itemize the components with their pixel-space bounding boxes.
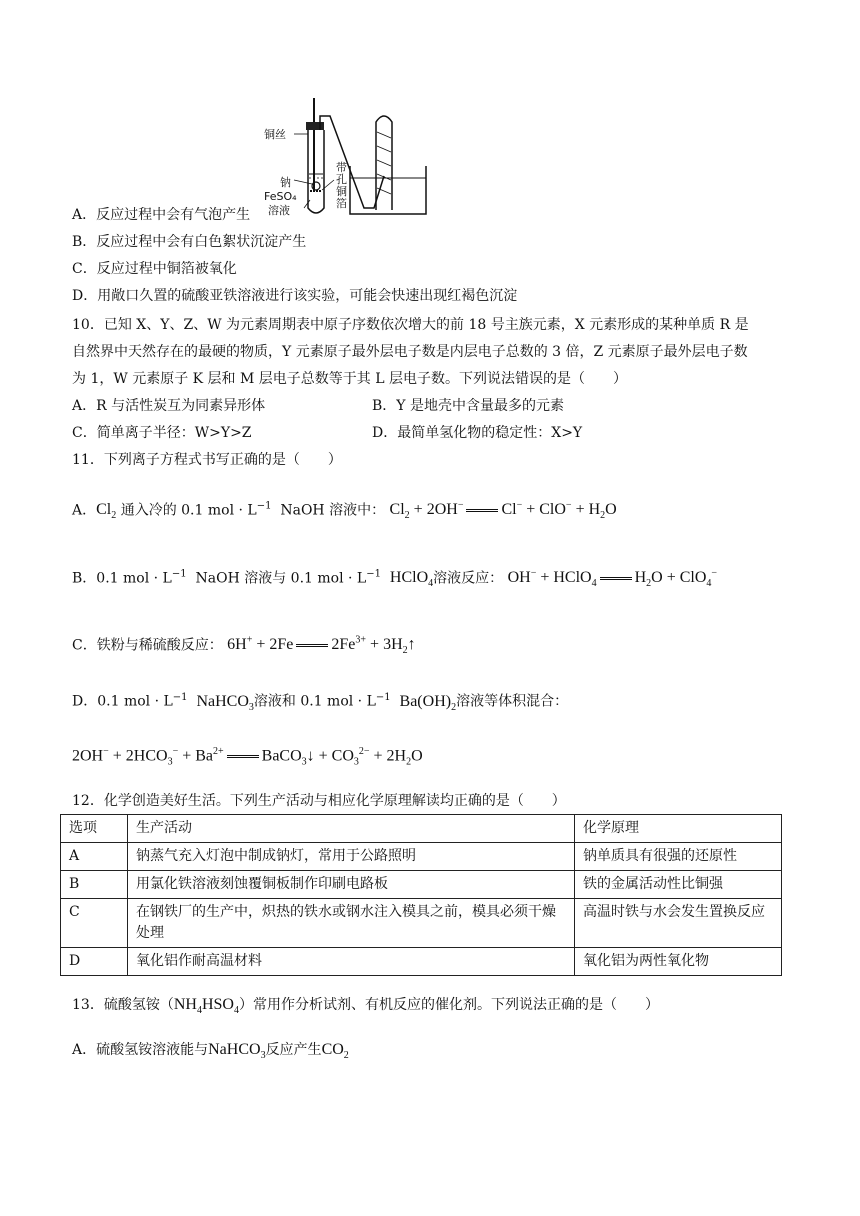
table-cell: A — [61, 843, 128, 871]
q10-option-b: B．Y 是地壳中含量最多的元素 — [372, 398, 564, 414]
table-cell: 钠蒸气充入灯泡中制成钠灯，常用于公路照明 — [128, 843, 575, 871]
label-copper-wire: 铜丝 — [264, 128, 286, 141]
table-cell: 铁的金属活动性比铜强 — [575, 871, 782, 899]
table-header-row — [61, 815, 782, 843]
table-cell: D — [61, 948, 128, 976]
q10-option-c: C．简单离子半径：W>Y>Z — [72, 425, 252, 441]
q11-option-a: A．$Cl_2$ 通入冷的 0.1 mol · $L^{-1}$ NaOH 溶液中： $Cl_2 + 2OH^-$ $Cl^- + ClO^- + H_2O$ — [72, 500, 617, 522]
label-sodium: 钠 — [280, 176, 291, 189]
label-solution: 溶液 — [268, 204, 290, 217]
table-cell: B — [61, 871, 128, 899]
col-header-principle: 化学原理 — [575, 815, 782, 843]
table-row — [61, 843, 782, 871]
table-cell: 高温时铁与水会发生置换反应 — [575, 899, 782, 948]
apparatus-diagram — [264, 96, 434, 220]
table-cell: 在钢铁厂的生产中，炽热的铁水或钢水注入模具之前，模具必须干燥处理 — [128, 899, 575, 948]
q11-option-d-equation: $2OH^- + 2HCO_3^- + Ba^{2+}$ BaCO$_3$↓ + $CO_3^{2-} + 2H_2O$ — [72, 746, 423, 768]
q10-option-a: A．R 与活性炭互为同素异形体 — [72, 398, 266, 414]
col-header-activity: 生产活动 — [128, 815, 575, 843]
q9-option-b: B．反应过程中会有白色絮状沉淀产生 — [72, 234, 307, 250]
table-row — [61, 871, 782, 899]
q10-option-d: D．最简单氢化物的稳定性：X>Y — [372, 425, 583, 441]
label-foil: 带孔铜箔 — [336, 161, 347, 210]
table-cell: C — [61, 899, 128, 948]
col-header-option: 选项 — [61, 815, 128, 843]
table-cell: 钠单质具有很强的还原性 — [575, 843, 782, 871]
q11-stem: 11．下列离子方程式书写正确的是（ ） — [72, 452, 342, 468]
q13-stem: 13．硫酸氢铵$(NH_4HSO_4)$常用作分析试剂、有机反应的催化剂。下列说法正确的是（ ） — [72, 996, 659, 1017]
q9-option-d: D．用敞口久置的硫酸亚铁溶液进行该实验，可能会快速出现红褐色沉淀 — [72, 288, 518, 304]
q9-option-a: A．反应过程中会有气泡产生 — [72, 207, 251, 223]
q11-option-b: B．0.1 mol · $L^{-1}$ NaOH 溶液与 0.1 mol · $L^{-1}$ HClO$_4$溶液反应： OH− + HClO$_4$ $H_2O + ClO_4^-$ — [72, 568, 718, 590]
table-row — [61, 899, 782, 948]
table-cell: 氧化铝为两性氧化物 — [575, 948, 782, 976]
q12-table — [60, 814, 782, 976]
q10-stem-line-2: 自然界中天然存在的最硬的物质，Y 元素原子最外层电子数是内层电子总数的 3 倍，Z 元素原子最外层电子数 — [72, 344, 748, 360]
table-cell: 氧化铝作耐高温材料 — [128, 948, 575, 976]
table-cell: 用氯化铁溶液刻蚀覆铜板制作印刷电路板 — [128, 871, 575, 899]
q13-option-a: A．硫酸氢铵溶液能与NaHCO$_3$反应产生$CO_2$ — [72, 1041, 349, 1062]
label-feso4: FeSO₄ — [264, 190, 297, 203]
q11-option-c: C．铁粉与稀硫酸反应： 6H+ + 2Fe $2Fe^{3+}$ + $3H_2↑$ — [72, 635, 416, 657]
q9-option-c: C．反应过程中铜箔被氧化 — [72, 261, 237, 277]
q12-stem: 12．化学创造美好生活。下列生产活动与相应化学原理解读均正确的是（ ） — [72, 793, 566, 809]
apparatus-figure — [264, 96, 434, 220]
table-row — [61, 948, 782, 976]
q10-stem-line-3: 为 1，W 元素原子 K 层和 M 层电子总数等于其 L 层电子数。下列说法错误的是（ ） — [72, 371, 627, 387]
q10-stem-line-1: 10．已知 X、Y、Z、W 为元素周期表中原子序数依次增大的前 18 号主族元素，X 元素形成的某种单质 R 是 — [72, 317, 749, 333]
q11-option-d: D．0.1 mol · $L^{-1}$ NaHCO$_3$溶液和 0.1 mol · $L^{-1}$ $Ba(OH)_2$溶液等体积混合： — [72, 692, 569, 713]
